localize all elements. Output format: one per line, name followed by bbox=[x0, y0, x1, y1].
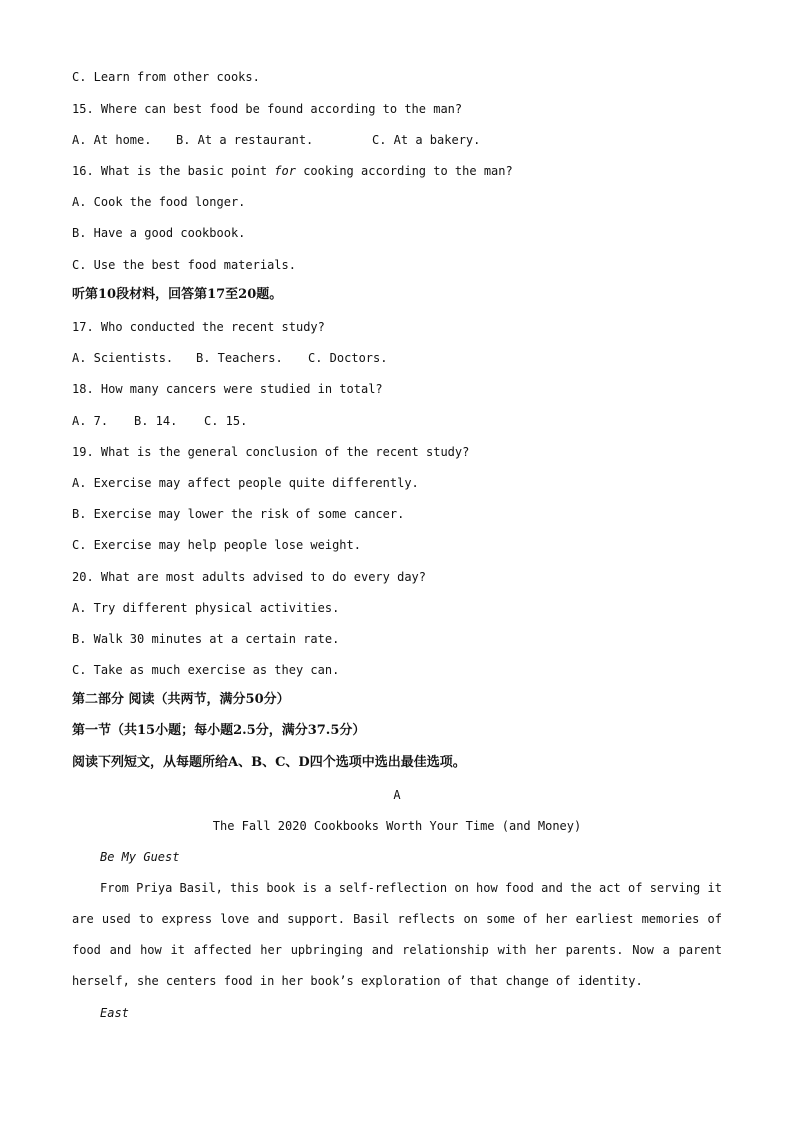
q19-option-a: A. Exercise may affect people quite differently. bbox=[72, 476, 419, 490]
q16-option-b: B. Have a good cookbook. bbox=[72, 226, 246, 240]
q20-option-a: A. Try different physical activities. bbox=[72, 601, 340, 615]
part2-instruction: 阅读下列短文，从每题所给A、B、C、D四个选项中选出最佳选项。 bbox=[72, 755, 466, 770]
q20-question: 20. What are most adults advised to do every day? bbox=[72, 570, 427, 584]
q17-option-a: A. Scientists. bbox=[72, 351, 174, 365]
q18-option-a: A. 7. bbox=[72, 414, 109, 428]
part2-section1-heading: 第一节（共15小题；每小题2.5分，满分37.5分） bbox=[72, 723, 366, 738]
q15-option-a: A. At home. bbox=[72, 133, 152, 147]
q16-question-em: for bbox=[274, 164, 296, 178]
q15-option-c: C. At a bakery. bbox=[372, 133, 481, 147]
q17-options bbox=[72, 350, 387, 366]
book1-title: Be My Guest bbox=[100, 850, 180, 864]
section10-heading: 听第10段材料，回答第17至20题。 bbox=[72, 287, 283, 302]
q18-option-b: B. 14. bbox=[134, 414, 178, 428]
q19-question: 19. What is the general conclusion of the recent study? bbox=[72, 445, 470, 459]
book1-paragraph: From Priya Basil, this book is a self-reflection on how food and the act of serving it are used to express love and support. Basil reflects on some of her earliest memories of food and how it affected her upbringing and relationship with her parents. Now a parent herself, she centers food in her book’s exploration of that change of identity. bbox=[72, 881, 722, 988]
q20-option-c: C. Take as much exercise as they can. bbox=[72, 663, 340, 677]
q17-option-c: C. Doctors. bbox=[308, 351, 388, 365]
q16-option-c: C. Use the best food materials. bbox=[72, 258, 296, 272]
q14-option-c: C. Learn from other cooks. bbox=[72, 70, 260, 84]
part2-heading: 第二部分 阅读（共两节，满分50分） bbox=[72, 692, 290, 707]
q16-question bbox=[72, 163, 513, 179]
q15-option-b: B. At a restaurant. bbox=[176, 133, 314, 147]
q15-options bbox=[72, 132, 480, 148]
q17-question: 17. Who conducted the recent study? bbox=[72, 320, 325, 334]
q18-options bbox=[72, 413, 247, 429]
q17-option-b: B. Teachers. bbox=[196, 351, 283, 365]
q16-option-a: A. Cook the food longer. bbox=[72, 195, 246, 209]
book2-title: East bbox=[100, 1006, 129, 1020]
passage-letter: A bbox=[393, 788, 401, 802]
q16-question-post: cooking according to the man? bbox=[295, 164, 513, 178]
q19-option-b: B. Exercise may lower the risk of some cancer. bbox=[72, 507, 405, 521]
q15-question: 15. Where can best food be found according to the man? bbox=[72, 102, 463, 116]
q20-option-b: B. Walk 30 minutes at a certain rate. bbox=[72, 632, 340, 646]
q18-question: 18. How many cancers were studied in total? bbox=[72, 382, 383, 396]
q18-option-c: C. 15. bbox=[204, 414, 248, 428]
q16-question-pre: 16. What is the basic point bbox=[72, 164, 275, 178]
passage-title: The Fall 2020 Cookbooks Worth Your Time (and Money) bbox=[212, 819, 582, 833]
q19-option-c: C. Exercise may help people lose weight. bbox=[72, 538, 361, 552]
